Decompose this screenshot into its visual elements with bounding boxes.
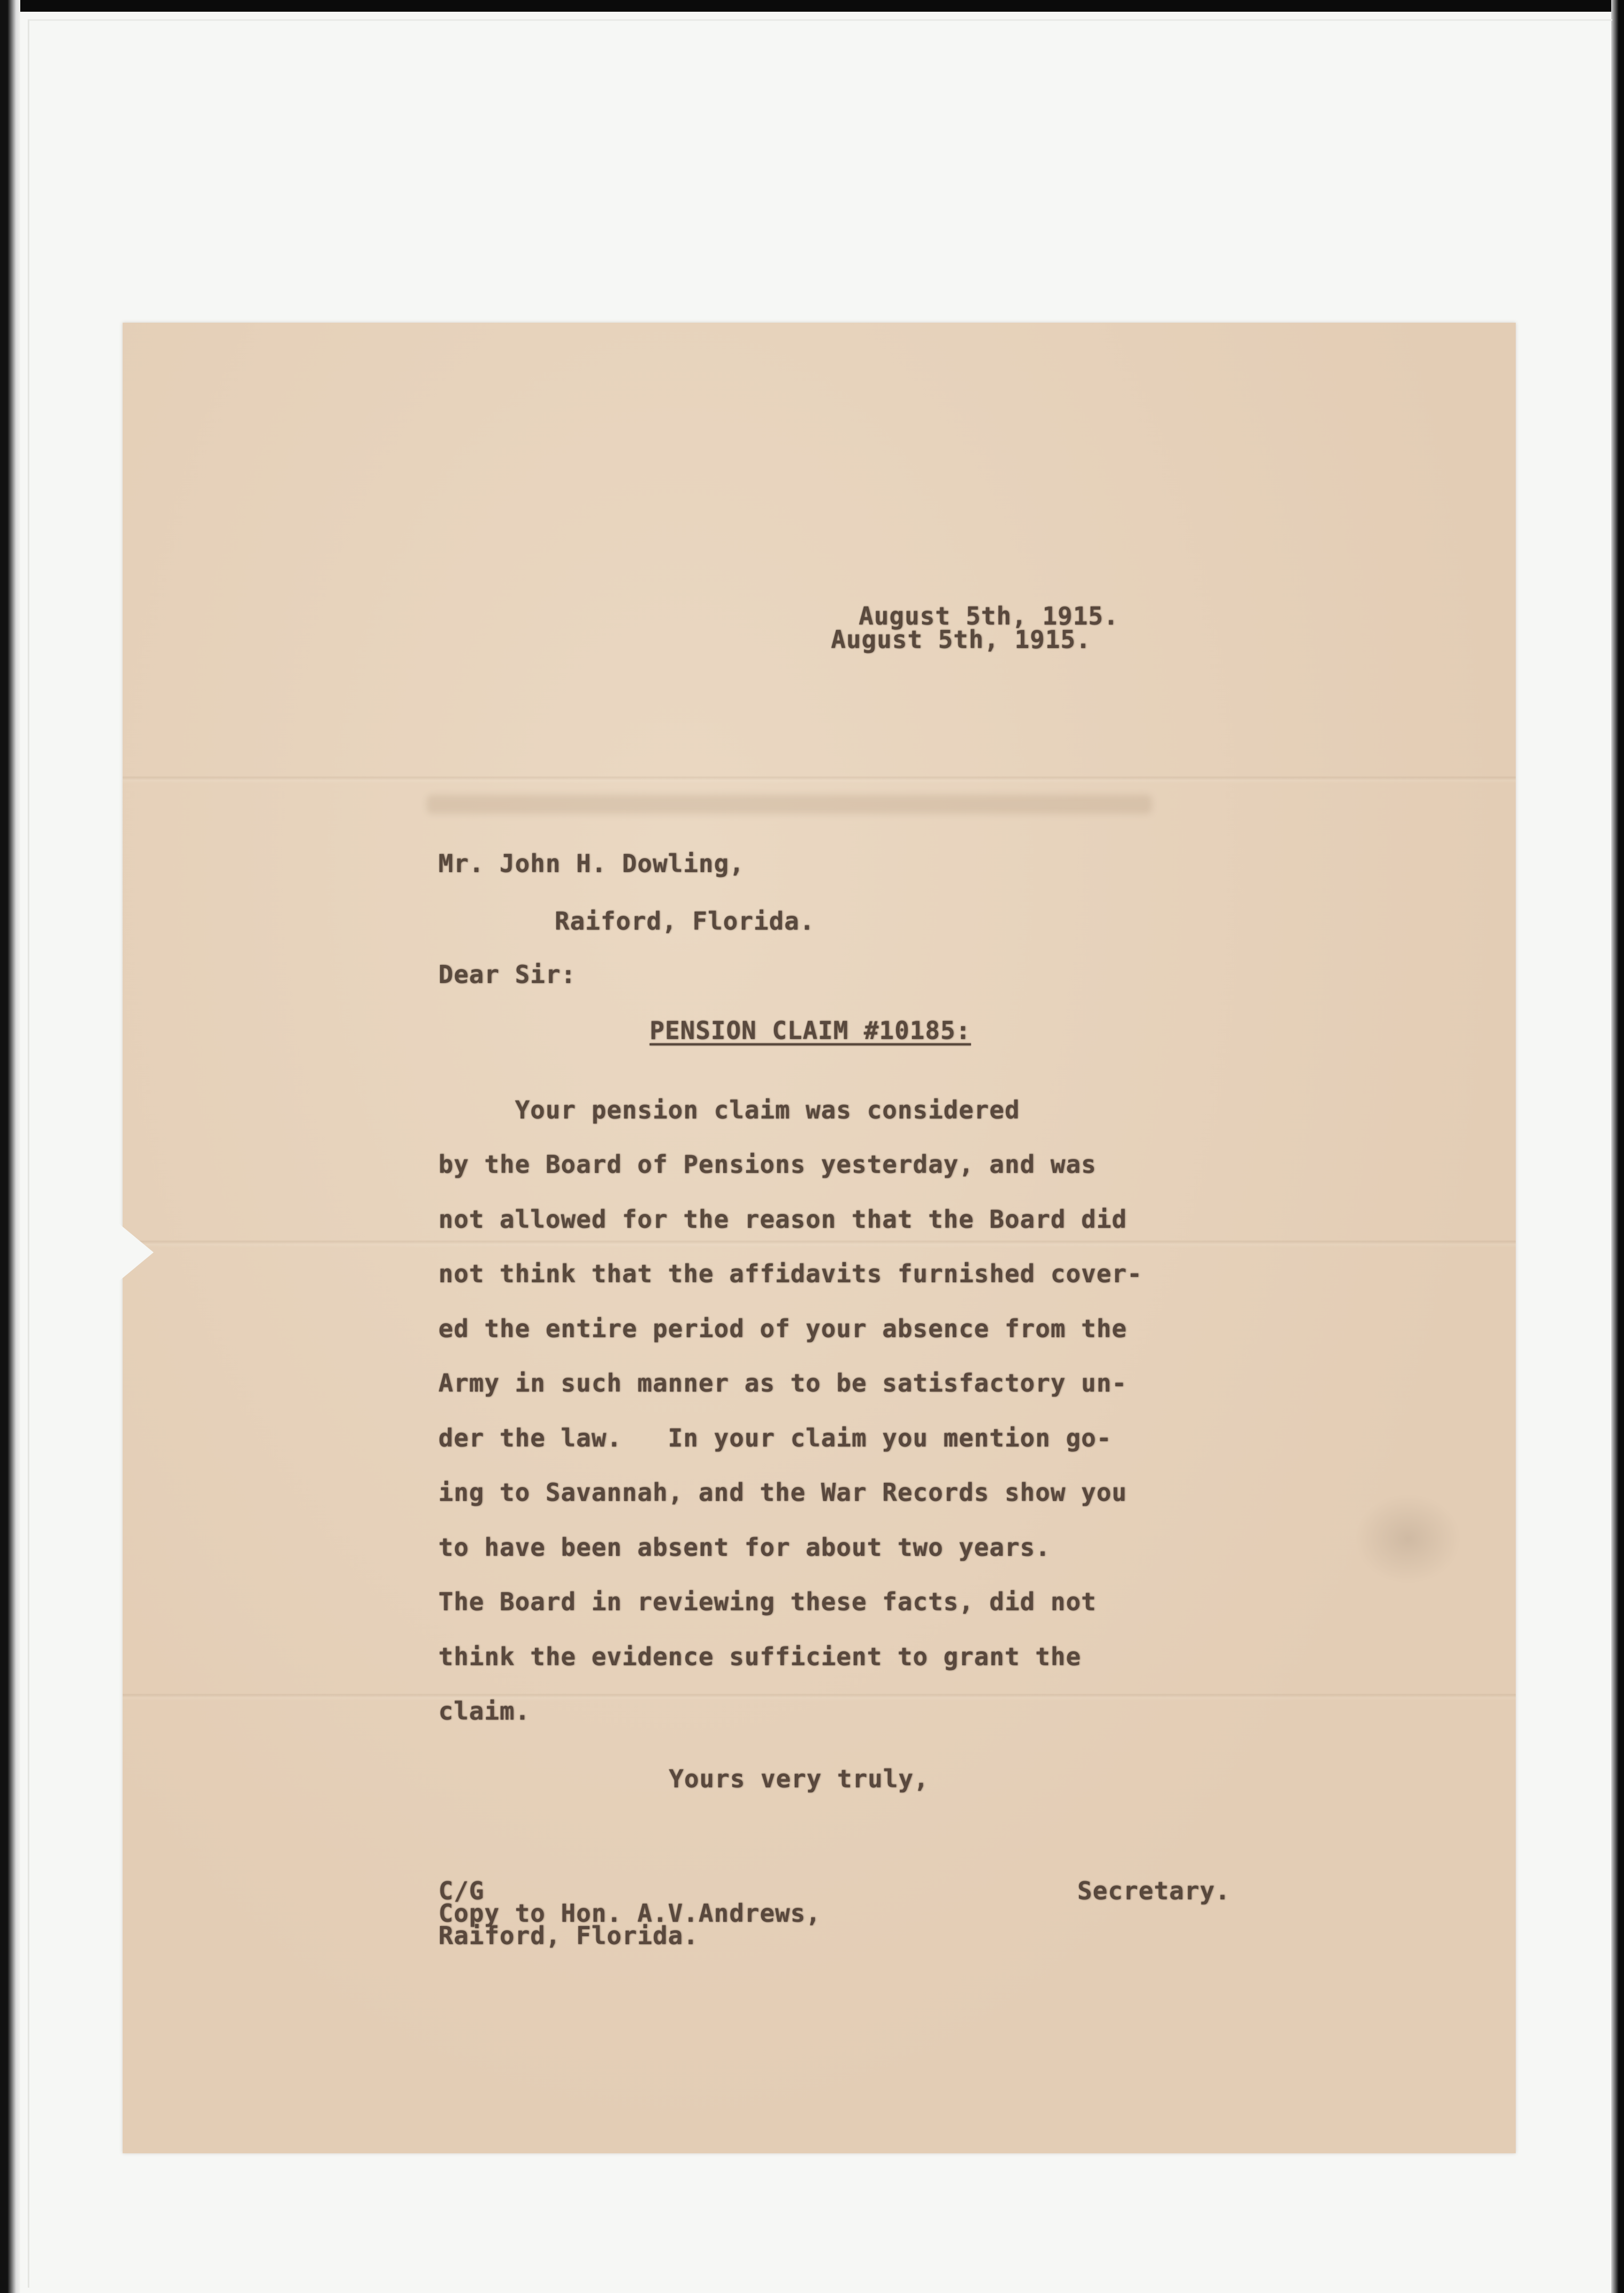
copy-to-city: Raiford, Florida.	[438, 1921, 699, 1950]
copy-initials: C/G	[438, 1876, 485, 1905]
body-line: by the Board of Pensions yesterday, and was	[438, 1150, 1097, 1179]
signature-title: Secretary.	[1077, 1876, 1230, 1905]
addressee-city: Raiford, Florida.	[555, 907, 815, 936]
body-line: claim.	[438, 1697, 531, 1725]
closing: Yours very truly,	[669, 1764, 929, 1793]
body-line: not allowed for the reason that the Board did	[438, 1205, 1127, 1234]
body-line: think the evidence sufficient to grant the	[438, 1642, 1082, 1671]
subject-line: PENSION CLAIM #10185:	[650, 1016, 971, 1045]
letter-paper	[123, 323, 1516, 2153]
paper-tear-notch	[116, 1221, 154, 1283]
body-line: ed the entire period of your absence from the	[438, 1314, 1127, 1343]
body-line: Your pension claim was considered	[438, 1096, 1020, 1124]
scanner-frame-left	[0, 0, 20, 2293]
body-line: not think that the affidavits furnished cover-	[438, 1259, 1142, 1288]
scanner-frame-right	[1611, 0, 1624, 2293]
body-line: ing to Savannah, and the War Records show you	[438, 1478, 1127, 1507]
body-line: to have been absent for about two years.	[438, 1533, 1051, 1562]
paper-smudge	[1355, 1493, 1461, 1584]
date-line-2: August 5th, 1915.	[831, 625, 1091, 654]
body-line: der the law. In your claim you mention go-	[438, 1424, 1112, 1452]
body-line: Army in such manner as to be satisfactory un-	[438, 1369, 1127, 1397]
date-line-1: August 5th, 1915.	[859, 602, 1119, 630]
scanner-frame-top	[0, 0, 1624, 12]
addressee-name: Mr. John H. Dowling,	[438, 849, 745, 878]
body-line: The Board in reviewing these facts, did not	[438, 1587, 1097, 1616]
salutation: Dear Sir:	[438, 960, 577, 989]
faint-bleedthrough-line	[427, 795, 1152, 814]
copy-to-line: Copy to Hon. A.V.Andrews,	[438, 1899, 821, 1928]
